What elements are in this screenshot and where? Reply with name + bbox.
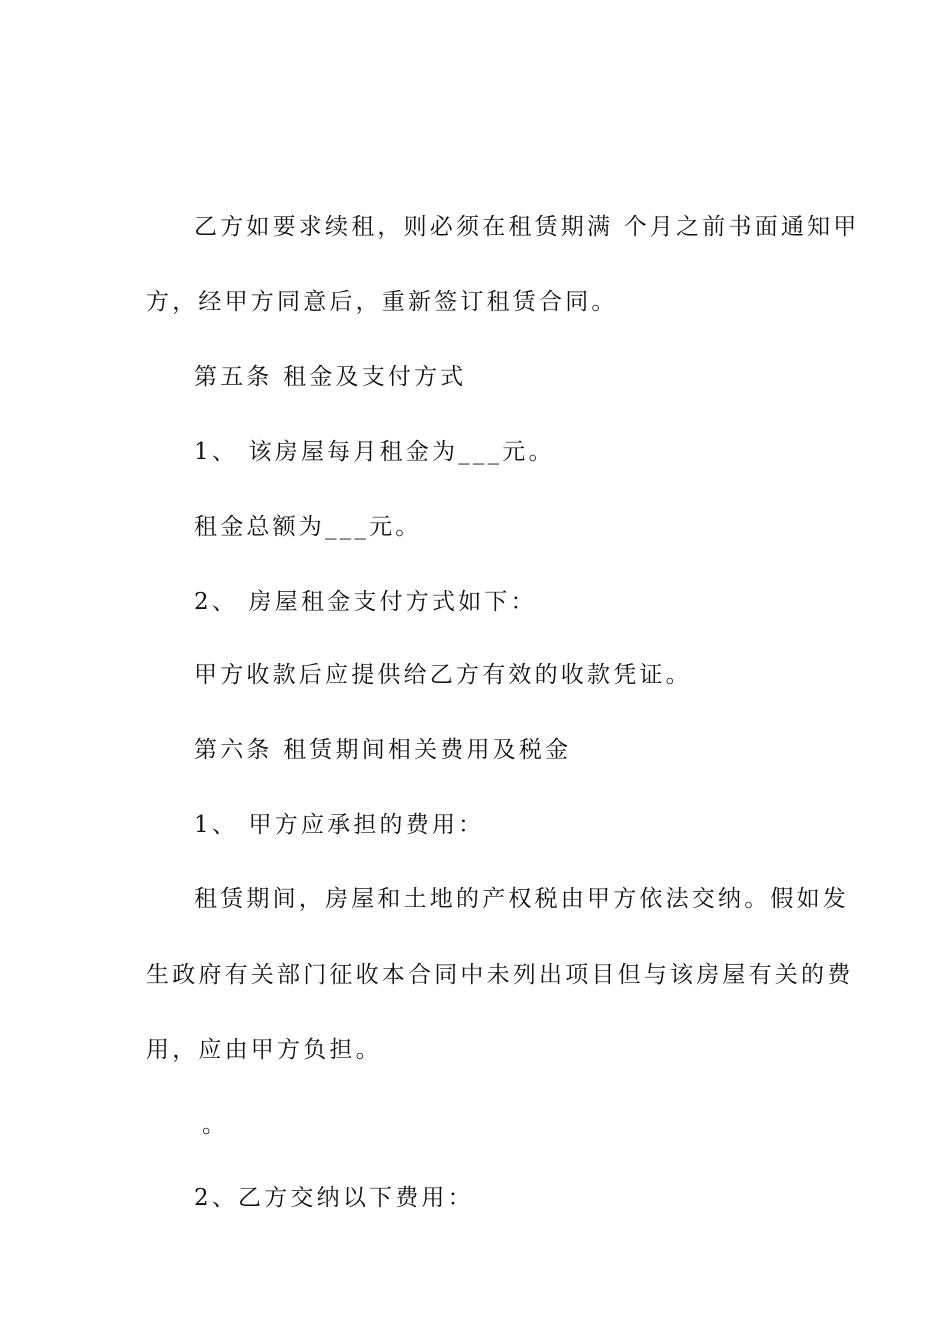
article-5-total-rent: 租金总额为___元。 [194, 514, 422, 540]
article-5-item-1-monthly-rent: 1、 该房屋每月租金为___元。 [194, 439, 555, 465]
article-5-item-2-payment-method: 2、 房屋租金支付方式如下： [194, 589, 537, 615]
article-6-item-2-heading: 2、乙方交纳以下费用： [194, 1185, 474, 1211]
paragraph-renewal-notice-line-2: 方，经甲方同意后，重新签订租赁合同。 [146, 289, 618, 315]
article-5-receipt-clause: 甲方收款后应提供给乙方有效的收款凭证。 [194, 662, 692, 688]
standalone-period: 。 [202, 1112, 229, 1138]
article-6-heading: 第六条 租赁期间相关费用及税金 [194, 737, 572, 763]
article-6-item-1-heading: 1、 甲方应承担的费用： [194, 812, 485, 838]
article-6-tax-paragraph-line-1: 租赁期间，房屋和土地的产权税由甲方依法交纳。假如发 [194, 886, 849, 912]
paragraph-renewal-notice-line-1: 乙方如要求续租，则必须在租赁期满 个月之前书面通知甲 [194, 214, 860, 240]
article-5-heading: 第五条 租金及支付方式 [194, 364, 467, 390]
article-6-tax-paragraph-line-2: 生政府有关部门征收本合同中未列出项目但与该房屋有关的费 [146, 962, 854, 988]
article-6-tax-paragraph-line-3: 用，应由甲方负担。 [146, 1037, 382, 1063]
